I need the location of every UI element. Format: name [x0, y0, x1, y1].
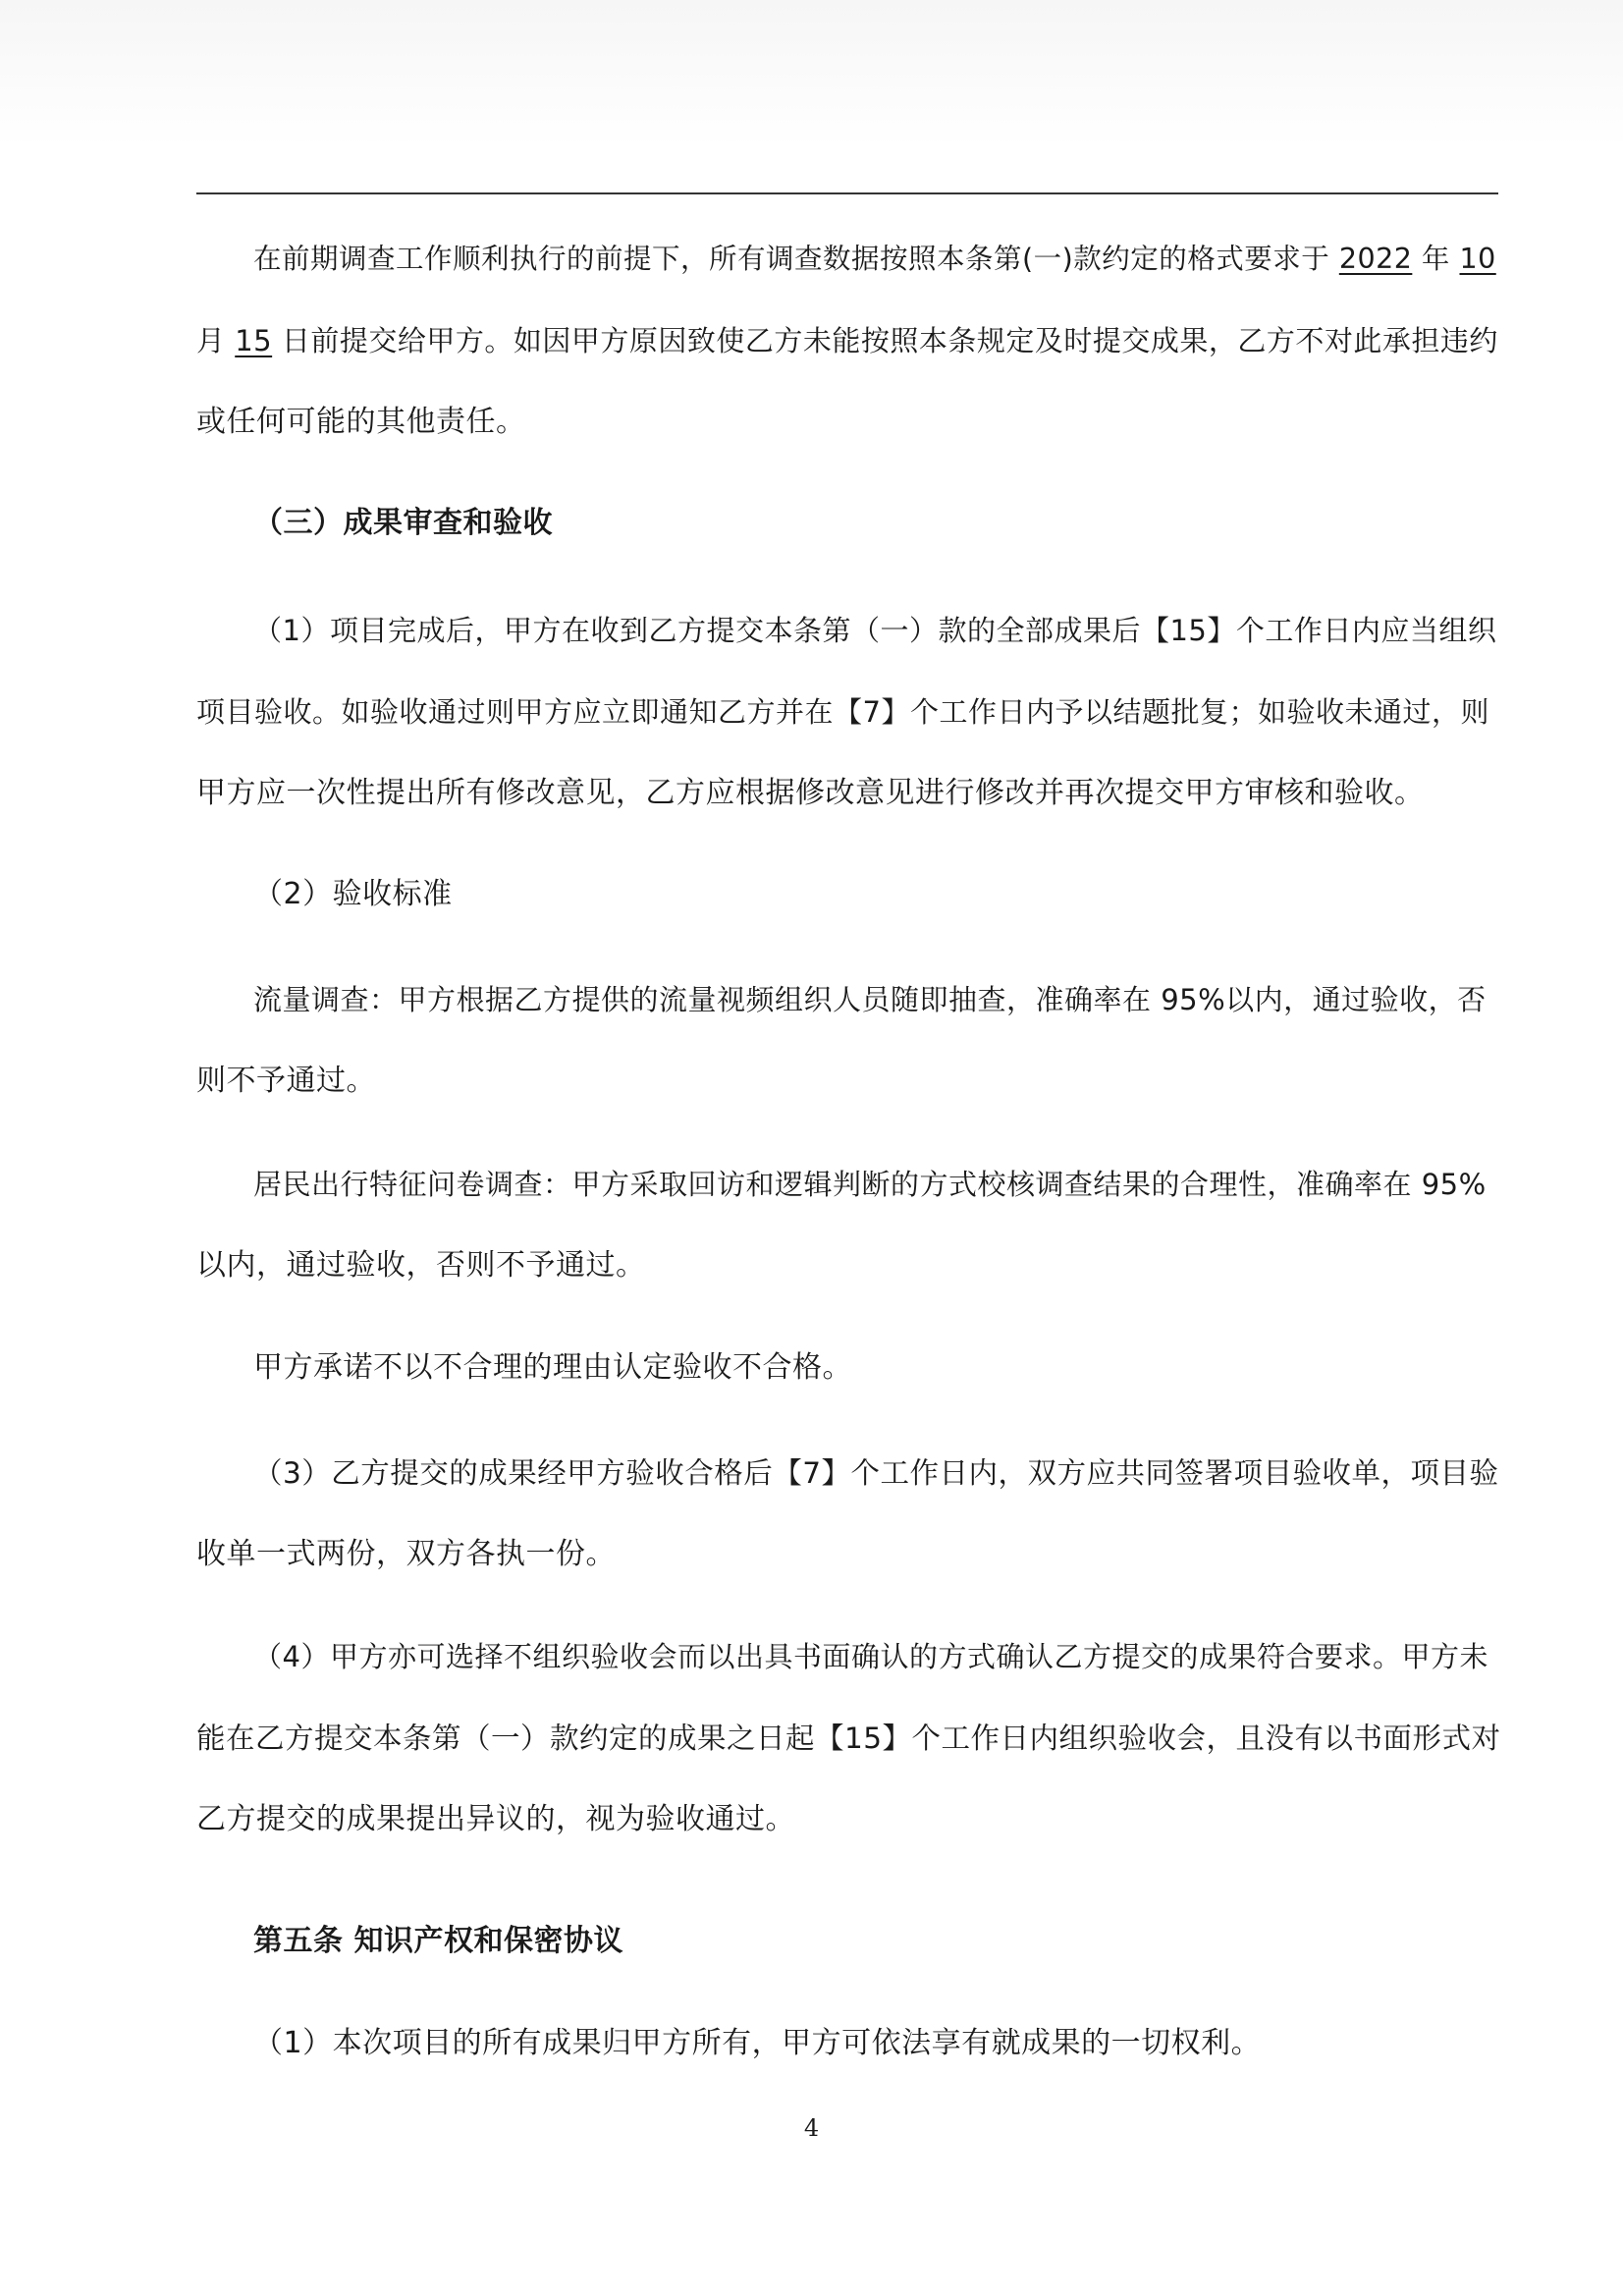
para1-line3: 或任何可能的其他责任。: [196, 405, 526, 439]
item2-heading: （2）验收标准: [253, 877, 453, 911]
para1-line1: [253, 240, 1496, 279]
article5-item1: （1）本次项目的所有成果归甲方所有，甲方可依法享有就成果的一切权利。: [253, 2026, 1262, 2060]
item1-line3: 甲方应一次性提出所有修改意见，乙方应根据修改意见进行修改并再次提交甲方审核和验收。: [196, 776, 1425, 810]
day-value: 15: [235, 324, 273, 357]
para1-line2-text: 日前提交给甲方。如因甲方原因致使乙方未能按照本条规定及时提交成果，乙方不对此承担违约: [281, 324, 1498, 357]
para1-line1-text: 在前期调查工作顺利执行的前提下，所有调查数据按照本条第(一)款约定的格式要求于: [253, 243, 1330, 275]
resident-survey-line1: 居民出行特征问卷调查：甲方采取回访和逻辑判断的方式校核调查结果的合理性，准确率在 95%: [253, 1168, 1487, 1201]
promise-text: 甲方承诺不以不合理的理由认定验收不合格。: [253, 1350, 852, 1385]
section3-heading: （三）成果审查和验收: [253, 506, 553, 540]
item1-line2: 项目验收。如验收通过则甲方应立即通知乙方并在【7】个工作日内予以结题批复；如验收未通过，则: [196, 695, 1489, 729]
month-value: 10: [1459, 243, 1496, 275]
year-value: 2022: [1338, 243, 1413, 275]
item3-line2: 收单一式两份，双方各执一份。: [196, 1537, 616, 1571]
item4-line2: 能在乙方提交本条第（一）款约定的成果之日起【15】个工作日内组织验收会，且没有以书面形式对: [196, 1722, 1501, 1755]
resident-survey-line2: 以内，通过验收，否则不予通过。: [196, 1248, 646, 1283]
article5-heading: 第五条 知识产权和保密协议: [253, 1924, 623, 1958]
year-unit: 年: [1421, 243, 1450, 275]
month-unit: 月: [196, 324, 226, 357]
item4-line1: （4）甲方亦可选择不组织验收会而以出具书面确认的方式确认乙方提交的成果符合要求。甲方未: [253, 1640, 1488, 1673]
page-number: 4: [803, 2114, 820, 2142]
flow-survey-line2: 则不予通过。: [196, 1064, 376, 1098]
para1-line2: [196, 321, 1498, 360]
item4-line3: 乙方提交的成果提出异议的，视为验收通过。: [196, 1802, 795, 1836]
header-rule: [196, 192, 1498, 194]
item1-line1: （1）项目完成后，甲方在收到乙方提交本条第（一）款的全部成果后【15】个工作日内应当组织: [253, 614, 1497, 647]
flow-survey-line1: 流量调查：甲方根据乙方提供的流量视频组织人员随即抽查，准确率在 95%以内，通过验收，否: [253, 983, 1487, 1016]
item3-line1: （3）乙方提交的成果经甲方验收合格后【7】个工作日内，双方应共同签署项目验收单，项目验: [253, 1456, 1499, 1490]
